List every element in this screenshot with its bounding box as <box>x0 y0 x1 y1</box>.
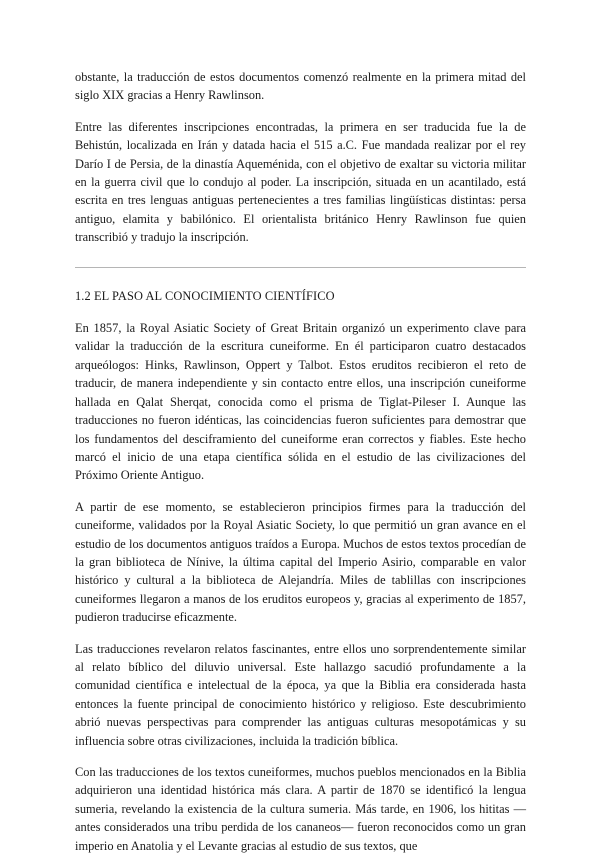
section-heading: 1.2 EL PASO AL CONOCIMIENTO CIENTÍFICO <box>75 288 335 303</box>
paragraph-gap <box>75 105 526 118</box>
paragraph-experiment-1857: En 1857, la Royal Asiatic Society of Great Britain organizó un experimento clave para validar la traducción de la escritura cuneiforme. En él participaron cuatro destacados arqueólogos: Hinks, Rawlinson, Oppert y Talbot. Estos eruditos recibieron el reto de traducir, de manera independiente y sin contacto entre ellos, una inscripción cuneiforme hallada en Qalat Sherqat, conocida como el prisma de Tiglat-Pileser I. Aunque las traducciones no fueron idénticas, las coincidencias fueron suficientes para demostrar que los fundamentos del desciframiento del cuneiforme eran correctos y fiables. Este hecho marcó el inicio de una etapa científica sólida en el estudio de las civilizaciones del Próximo Oriente Antiguo. <box>75 321 526 483</box>
paragraph-flood-narrative: Las traducciones revelaron relatos fascinantes, entre ellos uno sorprendentemente similar al relato bíblico del diluvio universal. Este hallazgo sacudió profundamente a la comunidad científica e intelectual de la época, ya que la Biblia era considerada hasta entonces la fuente principal de conocimiento histórico y religioso. Este descubrimiento abrió nuevas perspectivas para comprender las antiguas culturas mesopotámicas y su influencia sobre otras civilizaciones, incluida la tradición bíblica. <box>75 641 526 748</box>
paragraph-gap <box>75 485 526 498</box>
paragraph-behistun: Entre las diferentes inscripciones encontradas, la primera en ser traducida fue la de Behistún, localizada en Irán y datada hacia el 515 a.C. Fue mandada realizar por el rey Darío I de Persia, de la dinastía Aqueménida, con el objetivo de exaltar su victoria militar en la guerra civil que lo condujo al poder. La inscripción, situada en un acantilado, está escrita en tres lenguas antiguas pertenecientes a tres familias lingüísticas distintas: persa antiguo, elamita y babilónico. El orientalista británico Henry Rawlinson fue quien transcribió y tradujo la inscripción. <box>75 119 526 245</box>
paragraph-sumerians-hittites: Con las traducciones de los textos cuneiformes, muchos pueblos mencionados en la Biblia adquirieron una identidad histórica más clara. A partir de 1870 se identificó la lengua sumeria, revelando la existencia de la cultura sumeria. Más tarde, en 1906, los hititas —antes considerados una tribu perdida de los cananeos— fueron reconocidos como un gran imperio en Anatolia y el Levante gracias al estudio de sus textos, que <box>75 765 526 853</box>
paragraph-intro-continuation: obstante, la traducción de estos documentos comenzó realmente en la primera mitad del siglo XIX gracias a Henry Rawlinson. <box>75 70 526 103</box>
document-page <box>75 68 526 855</box>
paragraph-gap <box>75 627 526 640</box>
paragraph-gap <box>75 750 526 763</box>
section-divider <box>75 267 526 268</box>
paragraph-nineveh-library: A partir de ese momento, se establecieron principios firmes para la traducción del cuneiforme, validados por la Royal Asiatic Society, lo que permitió un gran avance en el estudio de los documentos antiguos traídos a Europa. Muchos de estos textos procedían de la gran biblioteca de Nínive, la última capital del Imperio Asirio, comparable en valor histórico y cultural a la biblioteca de Alejandría. Miles de tablillas con inscripciones cuneiformes llegaron a manos de los eruditos europeos y, gracias al experimento de 1857, pudieron traducirse eficazmente. <box>75 499 526 625</box>
